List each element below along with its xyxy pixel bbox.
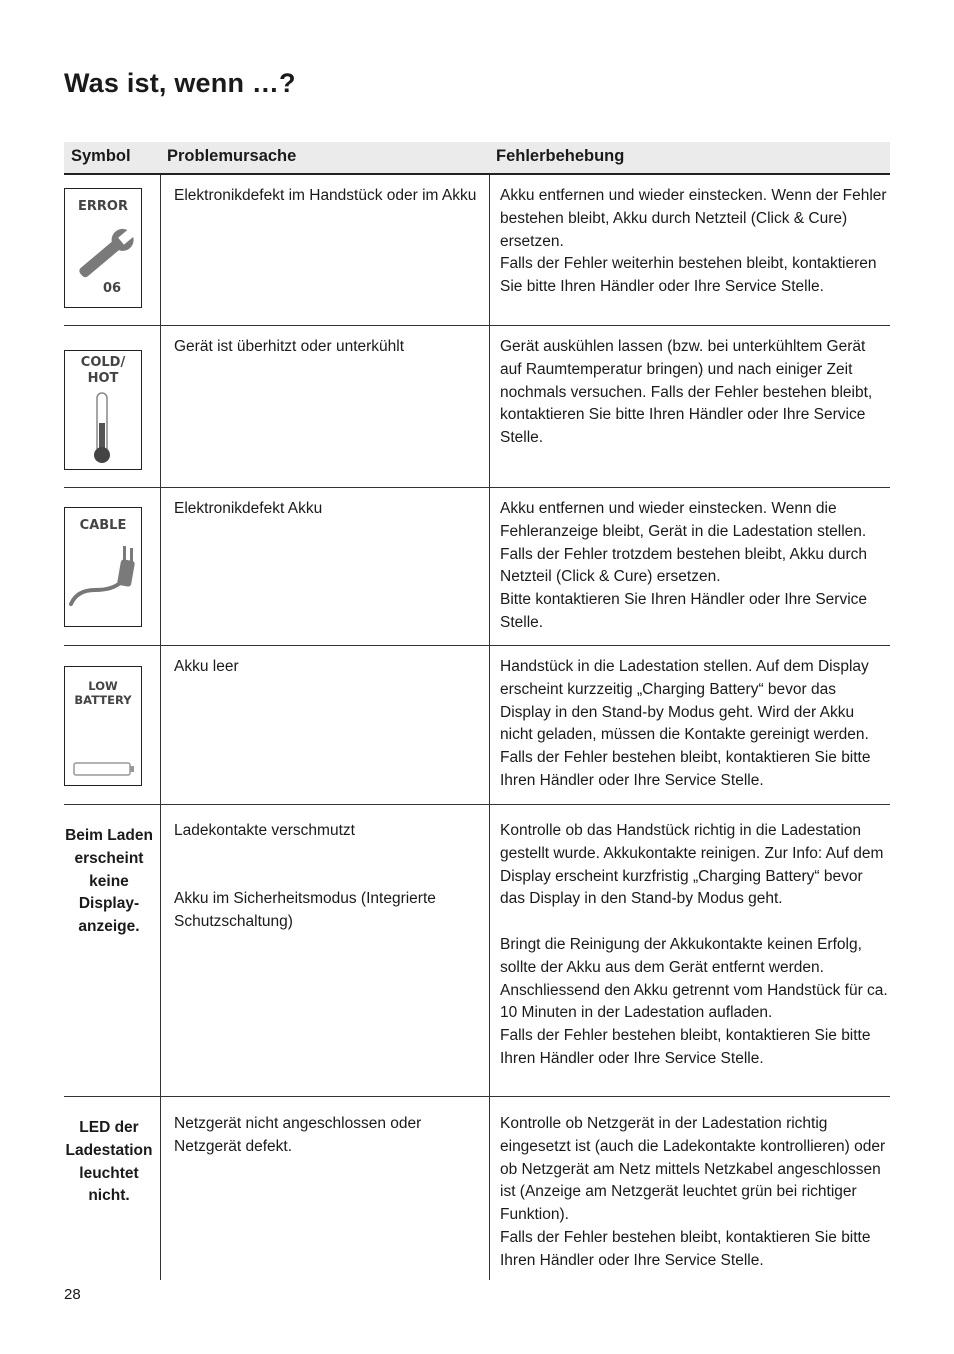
table-row [64,488,890,646]
fix-text: Gerät auskühlen lassen (bzw. bei unterkühltem Gerät auf Raumtemperatur bringen) und nach einiger Zeit nochmals versuchen. Falls der Fehler bestehen bleibt, kontaktieren Sie bitte Ihren Händler oder Ihre Service Stelle. [500,338,873,447]
hot-label: HOT [87,371,119,386]
cable-label: CABLE [79,518,127,533]
error-code: 06 [103,281,122,296]
header-cause: Problemursache [167,147,297,165]
table-header [64,142,890,175]
fix-text: Akku entfernen und wieder einstecken. Wenn die Fehleranzeige bleibt, Gerät in die Ladestation stellen. Falls der Fehler trotzdem bestehen bleibt, Akku durch Netzteil (Click & Cure) ersetzen. Bitte kontaktieren Sie Ihren Händler oder Ihre Service Stelle. [500,500,868,631]
cause-text: Gerät ist überhitzt oder unterkühlt [174,338,405,355]
symbol-text: LED der Ladestation leuchtet nicht. [65,1119,153,1205]
error-symbol [64,188,142,308]
symbol-text: Beim Laden erscheint keine Display-anzeige. [65,827,153,936]
cause-text: Netzgerät nicht angeschlossen oder Netzgerät defekt. [174,1115,422,1155]
error-label: ERROR [78,199,128,214]
cable-symbol [64,507,142,627]
low-battery-symbol [64,666,142,786]
header-symbol: Symbol [71,147,131,165]
cold-hot-symbol [64,350,142,470]
page-number: 28 [64,1286,81,1303]
table-row [64,646,890,805]
fix-text: Handstück in die Ladestation stellen. Auf dem Display erscheint kurzzeitig „Charging Battery“ bevor das Display in den Stand-by Modus geht. Wird der Akku nicht geladen, müssen die Kontakte gereinigt werden. Falls der Fehler bestehen bleibt, kontaktieren Sie bitte Ihren Händler oder Ihre Service Stelle. [500,658,871,789]
table-row [64,175,890,326]
header-fix: Fehlerbehebung [496,147,625,165]
low-label: LOW [88,679,118,693]
cause-text: Akku leer [174,658,239,675]
fix-text: Kontrolle ob das Handstück richtig in die Ladestation gestellt wurde. Akkukontakte reinigen. Zur Info: Auf dem Display erscheint kurzfristig „Charging Battery“ bevor das Display in den Stand-by Modus geht. Bringt die Reinigung der Akkukontakte keinen Erfolg, sollte der Akku aus dem Gerät entfernt werden. Anschliessend den Akku getrennt vom Handstück für ca. 10 Minuten in der Ladestation aufladen. Falls der Fehler bestehen bleibt, kontaktieren Sie bitte Ihren Händler oder Ihre Service Stelle. [500,822,888,1067]
cause-text: Ladekontakte verschmutzt Akku im Sicherheitsmodus (Integrierte Schutzschaltung) [174,822,436,931]
page-title: Was ist, wenn …? [64,68,296,98]
battery-label: BATTERY [74,693,132,707]
battery-icon [65,667,141,785]
table-row [64,1097,890,1280]
fix-text: Akku entfernen und wieder einstecken. Wenn der Fehler bestehen bleibt, Akku durch Netzteil (Click & Cure) ersetzen. Falls der Fehler weiterhin bestehen bleibt, kontaktieren Sie bitte Ihren Händler oder Ihre Service Stelle. [500,187,887,296]
fix-text: Kontrolle ob Netzgerät in der Ladestation richtig eingesetzt ist (auch die Ladekontakte kontrollieren) oder ob Netzgerät am Netz mittels Netzkabel angeschlossen ist (Anzeige am Netzgerät leuchtet grün bei richtiger Funktion). Falls der Fehler bestehen bleibt, kontaktieren Sie bitte Ihren Händler oder Ihre Service Stelle. [500,1115,886,1269]
cause-text: Elektronikdefekt Akku [174,500,323,517]
cold-label: COLD/ [80,355,126,370]
plug-icon [65,508,141,626]
table-row [64,326,890,488]
thermometer-icon [65,351,141,469]
cause-text: Elektronikdefekt im Handstück oder im Akku [174,187,477,204]
table-row [64,805,890,1097]
